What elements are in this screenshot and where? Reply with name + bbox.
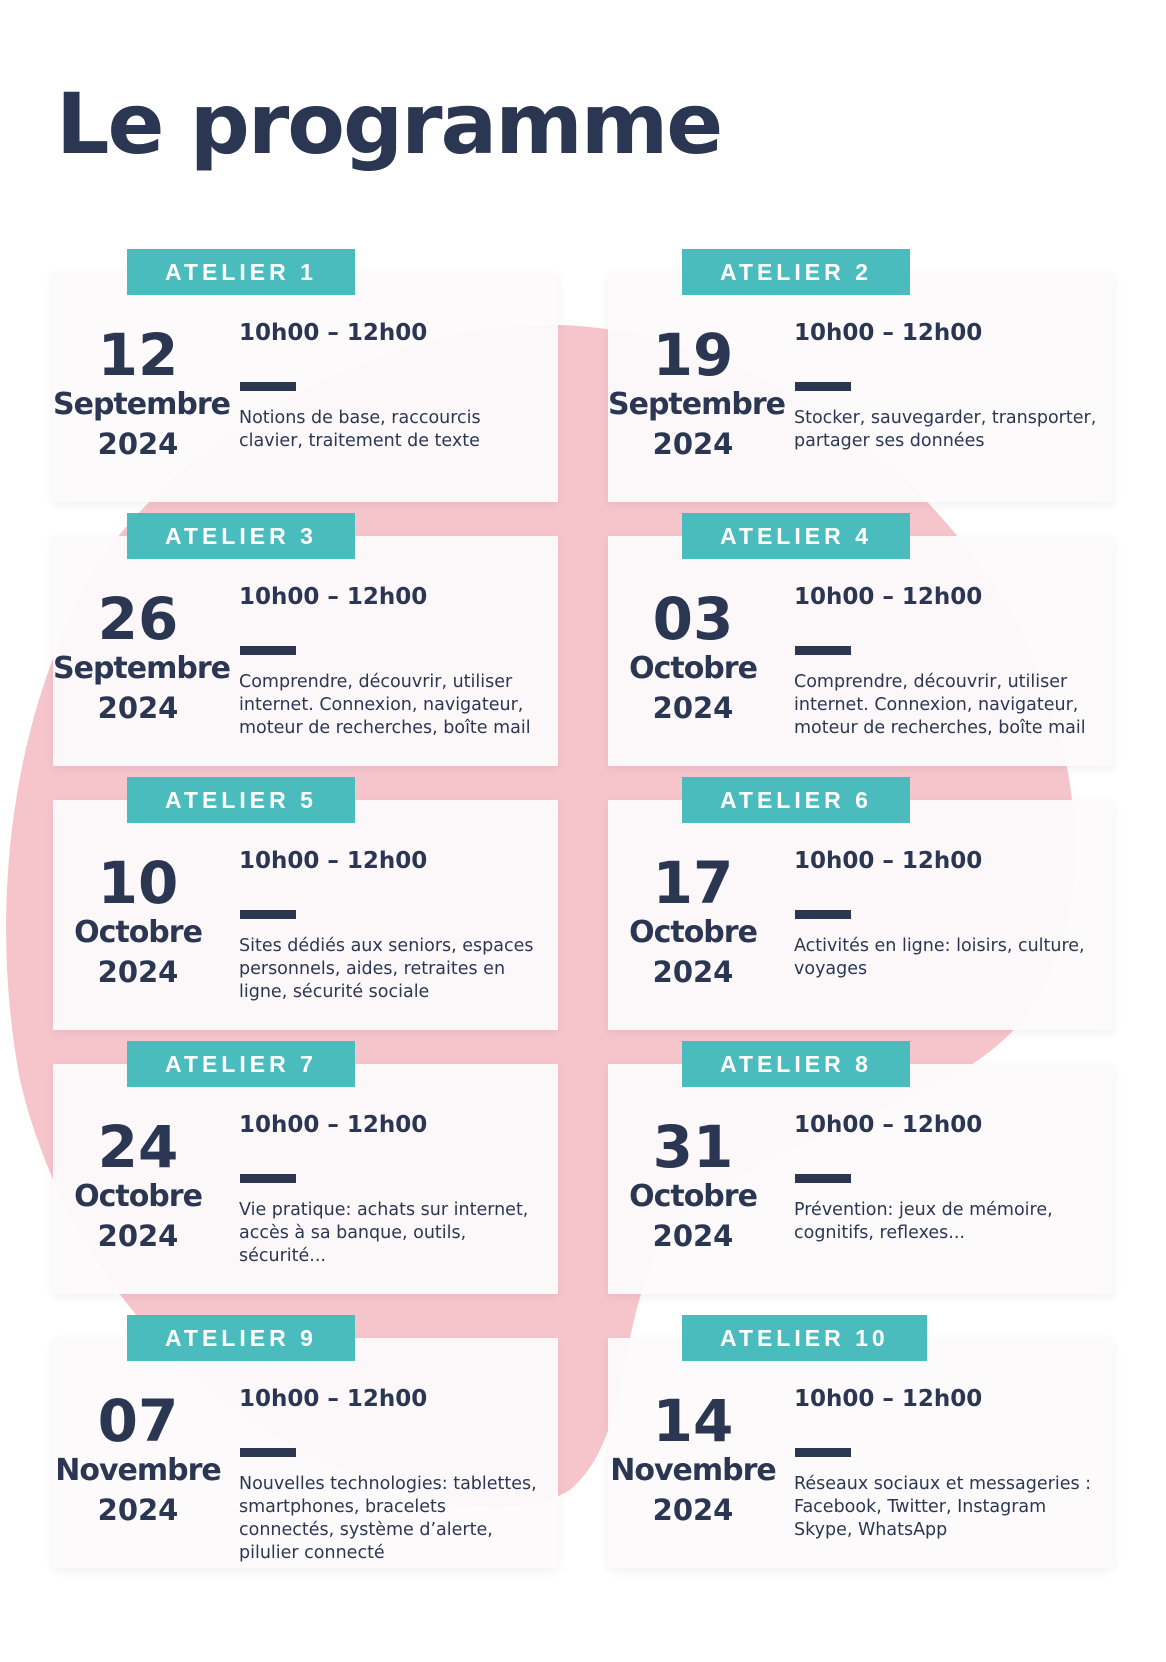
- atelier-month: Septembre: [608, 387, 785, 422]
- atelier-card-1: [53, 259, 558, 502]
- atelier-month: Septembre: [53, 387, 230, 422]
- atelier-year: 2024: [97, 1219, 179, 1253]
- atelier-day: 14: [652, 1387, 734, 1455]
- divider-bar: [240, 382, 296, 391]
- atelier-month: Octobre: [74, 1179, 202, 1214]
- atelier-day: 17: [652, 849, 734, 917]
- atelier-card-8: [608, 1051, 1113, 1294]
- atelier-day: 24: [97, 1113, 179, 1181]
- atelier-description: Prévention: jeux de mémoire, cognitifs, reflexes...: [794, 1200, 1053, 1243]
- atelier-card-4: [608, 523, 1113, 766]
- atelier-month: Novembre: [610, 1453, 776, 1488]
- atelier-month: Octobre: [629, 915, 757, 950]
- atelier-description: Vie pratique: achats sur internet, accès à sa banque, outils, sécurité...: [239, 1200, 529, 1266]
- atelier-month: Octobre: [629, 1179, 757, 1214]
- atelier-date: [53, 1113, 223, 1256]
- divider-bar: [795, 382, 851, 391]
- atelier-year: 2024: [97, 427, 179, 461]
- atelier-time: 10h00 – 12h00: [239, 1386, 428, 1412]
- atelier-description: Nouvelles technologies: tablettes, smartphones, bracelets connectés, système d’alerte, pilulier connecté: [239, 1474, 537, 1563]
- atelier-label: ATELIER 6: [682, 777, 910, 823]
- atelier-year: 2024: [652, 1219, 734, 1253]
- atelier-day: 31: [652, 1113, 734, 1181]
- atelier-time: 10h00 – 12h00: [794, 320, 983, 346]
- atelier-description: Comprendre, découvrir, utiliser internet. Connexion, navigateur, moteur de recherches, boîte mail: [794, 672, 1086, 738]
- atelier-month: Octobre: [74, 915, 202, 950]
- atelier-year: 2024: [97, 691, 179, 725]
- atelier-year: 2024: [97, 955, 179, 989]
- atelier-year: 2024: [652, 1493, 734, 1527]
- atelier-card-5: [53, 787, 558, 1030]
- atelier-date: [608, 321, 785, 464]
- atelier-month: Octobre: [629, 651, 757, 686]
- atelier-month: Septembre: [53, 651, 230, 686]
- atelier-description: Réseaux sociaux et messageries : Facebook, Twitter, Instagram Skype, WhatsApp: [794, 1474, 1092, 1540]
- atelier-description: Stocker, sauvegarder, transporter, partager ses données: [794, 408, 1097, 451]
- atelier-date: [53, 849, 223, 992]
- atelier-year: 2024: [652, 955, 734, 989]
- atelier-label: ATELIER 5: [127, 777, 355, 823]
- atelier-description: Sites dédiés aux seniors, espaces personnels, aides, retraites en ligne, sécurité sociale: [239, 936, 534, 1002]
- atelier-time: 10h00 – 12h00: [239, 848, 428, 874]
- atelier-card-6: [608, 787, 1113, 1030]
- page-title: Le programme: [56, 75, 722, 173]
- atelier-day: 26: [97, 585, 179, 653]
- atelier-date: [53, 1387, 223, 1530]
- atelier-label: ATELIER 3: [127, 513, 355, 559]
- atelier-day: 12: [97, 321, 179, 389]
- atelier-day: 07: [97, 1387, 179, 1455]
- atelier-day: 19: [652, 321, 734, 389]
- atelier-date: [608, 585, 778, 728]
- atelier-card-10: [608, 1325, 1113, 1568]
- atelier-card-2: [608, 259, 1113, 502]
- atelier-card-3: [53, 523, 558, 766]
- atelier-time: 10h00 – 12h00: [239, 584, 428, 610]
- atelier-date: [53, 585, 230, 728]
- atelier-date: [53, 321, 230, 464]
- divider-bar: [240, 1174, 296, 1183]
- atelier-label: ATELIER 9: [127, 1315, 355, 1361]
- divider-bar: [795, 646, 851, 655]
- atelier-description: Comprendre, découvrir, utiliser internet. Connexion, navigateur, moteur de recherches, boîte mail: [239, 672, 531, 738]
- atelier-day: 10: [97, 849, 179, 917]
- atelier-year: 2024: [652, 427, 734, 461]
- atelier-date: [608, 1387, 778, 1530]
- atelier-time: 10h00 – 12h00: [239, 320, 428, 346]
- atelier-card-7: [53, 1051, 558, 1294]
- divider-bar: [795, 910, 851, 919]
- atelier-label: ATELIER 4: [682, 513, 910, 559]
- atelier-day: 03: [652, 585, 734, 653]
- divider-bar: [795, 1448, 851, 1457]
- atelier-time: 10h00 – 12h00: [794, 1386, 983, 1412]
- atelier-year: 2024: [97, 1493, 179, 1527]
- atelier-date: [608, 849, 778, 992]
- divider-bar: [240, 1448, 296, 1457]
- divider-bar: [240, 646, 296, 655]
- atelier-time: 10h00 – 12h00: [794, 1112, 983, 1138]
- atelier-label: ATELIER 7: [127, 1041, 355, 1087]
- atelier-label: ATELIER 8: [682, 1041, 910, 1087]
- atelier-label: ATELIER 2: [682, 249, 910, 295]
- atelier-date: [608, 1113, 778, 1256]
- divider-bar: [240, 910, 296, 919]
- atelier-description: Activités en ligne: loisirs, culture, voyages: [794, 936, 1085, 979]
- atelier-year: 2024: [652, 691, 734, 725]
- divider-bar: [795, 1174, 851, 1183]
- atelier-time: 10h00 – 12h00: [239, 1112, 428, 1138]
- atelier-time: 10h00 – 12h00: [794, 584, 983, 610]
- atelier-time: 10h00 – 12h00: [794, 848, 983, 874]
- atelier-month: Novembre: [55, 1453, 221, 1488]
- atelier-card-9: [53, 1325, 558, 1568]
- atelier-label: ATELIER 1: [127, 249, 355, 295]
- atelier-description: Notions de base, raccourcis clavier, traitement de texte: [239, 408, 481, 451]
- atelier-label: ATELIER 10: [682, 1315, 927, 1361]
